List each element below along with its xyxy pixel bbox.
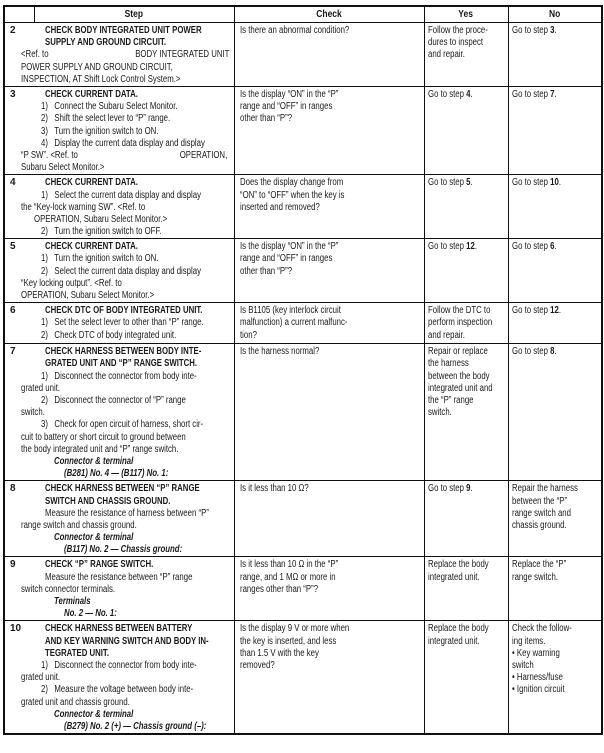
text-line xyxy=(240,572,422,584)
text-line-content: 2) Disconnect the connector of “P” range xyxy=(41,395,186,406)
text-line-content: “ON” to “OFF” when the key is xyxy=(239,189,344,201)
yes-cell xyxy=(424,239,508,303)
text-line-content: grated unit and chassis ground. xyxy=(21,696,130,708)
step-cell xyxy=(4,303,234,344)
text-line xyxy=(5,444,234,456)
text-line xyxy=(512,572,601,584)
text-line-content: 2) Shift the select lever to “P” range. xyxy=(41,113,171,125)
text-line-content: Go to step 12. xyxy=(427,241,477,253)
check-cell xyxy=(234,481,424,557)
text-line-content: Is it less than 10 Ω in the “P” xyxy=(239,559,338,571)
text-line-content: range switch and chassis ground. xyxy=(21,519,137,531)
text-line-content: No. 2 — No. 1: xyxy=(64,608,117,620)
text-line-content: switch. xyxy=(21,407,45,419)
step-cell xyxy=(4,344,234,481)
table-header-row xyxy=(4,6,602,23)
text-line-content: 3) Check for open circuit of harness, short cir- xyxy=(41,419,204,431)
text-line xyxy=(428,37,507,49)
text-line-content: Connector & terminal xyxy=(54,455,134,467)
text-line xyxy=(5,544,234,556)
yes-cell xyxy=(424,557,508,621)
step-number: 2 xyxy=(10,25,16,36)
table-row xyxy=(4,344,602,481)
text-line-content: Repair the harness xyxy=(511,483,578,495)
text-line xyxy=(512,496,601,508)
text-line xyxy=(512,648,601,660)
text-line-content: switch xyxy=(511,660,534,671)
text-line xyxy=(240,330,422,342)
text-line-content: Is the display “ON” in the “P” xyxy=(239,241,338,253)
text-line-content: 1) Set the select lever to other than “P” range. xyxy=(41,317,204,329)
text-line xyxy=(5,278,234,290)
text-line-content: Is it less than 10 Ω? xyxy=(239,483,309,495)
text-line xyxy=(5,559,234,571)
text-line xyxy=(240,202,422,214)
text-line-content: range switch. xyxy=(511,571,558,583)
text-line-content: the key is inserted, and less xyxy=(239,635,336,647)
table-row xyxy=(4,175,602,239)
no-cell xyxy=(508,344,602,481)
text-line xyxy=(512,25,601,37)
text-line xyxy=(512,241,601,253)
text-line-content: removed? xyxy=(239,660,275,671)
text-line xyxy=(240,483,422,495)
text-line xyxy=(512,89,601,101)
text-line-content: Replace the “P” xyxy=(511,559,566,571)
text-line xyxy=(5,25,234,37)
text-line-content: range and “OFF” in ranges xyxy=(239,101,332,113)
column-header-label: Step xyxy=(124,9,144,20)
text-line-content: Go to step 8. xyxy=(511,346,557,358)
text-line-content: inserted and removed? xyxy=(239,201,320,213)
text-line xyxy=(5,636,234,648)
text-line xyxy=(428,89,507,101)
text-line xyxy=(5,190,234,202)
text-line-content: cuit to battery or short circuit to ground between xyxy=(21,431,186,443)
text-line-content: (B117) No. 2 — Chassis ground: xyxy=(64,544,183,556)
text-line-content: CHECK HARNESS BETWEEN “P” RANGE xyxy=(45,483,200,495)
text-line xyxy=(5,138,234,150)
text-line xyxy=(5,395,234,407)
text-line-content: Subaru Select Monitor.> xyxy=(21,162,105,174)
text-line xyxy=(240,266,422,278)
step-cell xyxy=(4,621,234,734)
text-line xyxy=(5,419,234,431)
text-line xyxy=(240,346,422,358)
text-line-content: Go to step 12. xyxy=(511,305,561,317)
check-cell xyxy=(234,303,424,344)
text-line xyxy=(5,162,234,174)
text-line-content: grated unit. xyxy=(21,382,61,394)
text-line-content: Follow the DTC to xyxy=(427,305,490,317)
step-number: 6 xyxy=(10,305,16,317)
text-line-content: Go to step 6. xyxy=(511,241,557,253)
text-line-content: 1) Disconnect the connector from body inte- xyxy=(41,660,197,671)
check-cell xyxy=(234,87,424,175)
text-line-content: grated unit. xyxy=(21,672,61,684)
text-line-content: Go to step 9. xyxy=(427,483,473,495)
text-line-content: SWITCH AND CHASSIS GROUND. xyxy=(45,495,171,507)
text-line xyxy=(512,508,601,520)
text-line-content: 4) Display the current data display and display xyxy=(41,137,205,149)
text-line xyxy=(428,25,507,37)
text-line xyxy=(512,636,601,648)
column-header-label: Yes xyxy=(458,9,474,20)
text-line-content: between the body xyxy=(427,370,490,382)
text-line xyxy=(5,317,234,329)
text-line xyxy=(428,623,507,635)
text-line-content: “P SW”. <Ref. to OPERATION, xyxy=(21,149,228,161)
text-line xyxy=(5,330,234,342)
text-line-content: other than “P”? xyxy=(239,113,292,125)
text-line xyxy=(512,672,601,684)
text-line xyxy=(5,266,234,278)
text-line-content: AND KEY WARNING SWITCH AND BODY IN- xyxy=(45,635,209,647)
text-line xyxy=(512,684,601,696)
text-line-content: CHECK CURRENT DATA. xyxy=(45,241,138,253)
text-line-content: Follow the proce- xyxy=(427,25,488,36)
no-cell xyxy=(508,175,602,239)
check-cell xyxy=(234,621,424,734)
table-row xyxy=(4,303,602,344)
text-line-content: (B279) No. 2 (+) — Chassis ground (–): xyxy=(64,720,207,732)
table-row xyxy=(4,87,602,175)
table-row xyxy=(4,621,602,734)
yes-cell xyxy=(424,344,508,481)
troubleshooting-table xyxy=(3,5,603,735)
text-line-content: than 1.5 V with the key xyxy=(239,647,319,659)
text-line xyxy=(5,253,234,265)
text-line-content: Go to step 7. xyxy=(511,89,557,100)
check-cell xyxy=(234,23,424,87)
text-line xyxy=(428,177,507,189)
text-line-content: • Ignition circuit xyxy=(511,684,565,696)
text-line xyxy=(5,241,234,253)
text-line xyxy=(5,721,234,733)
text-line xyxy=(5,214,234,226)
column-header-check xyxy=(234,6,424,23)
text-line xyxy=(5,202,234,214)
text-line-content: integrated unit. xyxy=(427,571,480,583)
no-cell xyxy=(508,557,602,621)
text-line-content: and repair. xyxy=(427,49,465,61)
column-header-no xyxy=(508,6,602,23)
text-line-content: INSPECTION, AT Shift Lock Control System.> xyxy=(21,73,181,85)
text-line xyxy=(428,330,507,342)
column-header-step xyxy=(34,6,234,23)
text-line xyxy=(240,241,422,253)
step-number: 4 xyxy=(10,177,16,189)
table-row xyxy=(4,23,602,87)
no-cell xyxy=(508,87,602,175)
yes-cell xyxy=(424,87,508,175)
text-line xyxy=(5,126,234,138)
text-line xyxy=(428,317,507,329)
text-line-content: Check the follow- xyxy=(511,623,572,635)
text-line xyxy=(428,483,507,495)
text-line-content: tion? xyxy=(239,329,257,341)
text-line-content: (B281) No. 4 — (B117) No. 1: xyxy=(64,468,169,480)
text-line xyxy=(240,25,422,37)
text-line-content: Is the harness normal? xyxy=(239,346,319,358)
text-line xyxy=(5,74,234,86)
text-line-content: CHECK DTC OF BODY INTEGRATED UNIT. xyxy=(45,305,203,317)
text-line xyxy=(5,49,234,61)
text-line xyxy=(428,559,507,571)
text-line xyxy=(5,648,234,660)
text-line xyxy=(5,623,234,635)
step-cell xyxy=(4,23,234,87)
no-cell xyxy=(508,23,602,87)
text-line-content: Connector & terminal xyxy=(54,708,134,720)
text-line xyxy=(428,241,507,253)
text-line xyxy=(5,608,234,620)
text-line xyxy=(428,371,507,383)
text-line xyxy=(428,407,507,419)
text-line-content: OPERATION, Subaru Select Monitor.> xyxy=(21,290,155,301)
text-line xyxy=(5,672,234,684)
text-line-content: CHECK BODY INTEGRATED UNIT POWER xyxy=(45,25,202,36)
no-cell xyxy=(508,621,602,734)
text-line-content: the “Key-lock warning SW”. <Ref. to xyxy=(21,201,146,213)
text-line-content: range and “OFF” in ranges xyxy=(239,253,332,265)
text-line-content: Replace the body xyxy=(427,623,489,635)
text-line-content: CHECK HARNESS BETWEEN BATTERY xyxy=(45,623,193,635)
table-body xyxy=(4,23,602,735)
text-line xyxy=(5,584,234,596)
yes-cell xyxy=(424,303,508,344)
text-line xyxy=(5,520,234,532)
text-line-content: Go to step 10. xyxy=(511,177,561,189)
text-line-content: 2) Select the current data display and display xyxy=(41,265,201,277)
text-line xyxy=(5,358,234,370)
text-line xyxy=(5,684,234,696)
text-line-content: Replace the body xyxy=(427,559,489,571)
text-line-content: SUPPLY AND GROUND CIRCUIT. xyxy=(45,37,167,49)
text-line xyxy=(512,520,601,532)
table-row xyxy=(4,557,602,621)
text-line xyxy=(5,697,234,709)
column-header-yes xyxy=(424,6,508,23)
text-line xyxy=(240,89,422,101)
check-cell xyxy=(234,557,424,621)
text-line-content: POWER SUPPLY AND GROUND CIRCUIT, xyxy=(21,61,173,73)
text-line xyxy=(428,572,507,584)
text-line-content: “Key locking output”. <Ref. to xyxy=(21,277,122,289)
yes-cell xyxy=(424,175,508,239)
text-line xyxy=(512,305,601,317)
text-line-content: the harness xyxy=(427,358,469,370)
text-line xyxy=(5,496,234,508)
text-line-content: • Harness/fuse xyxy=(511,672,563,684)
text-line xyxy=(5,468,234,480)
text-line xyxy=(428,346,507,358)
text-line xyxy=(512,346,601,358)
text-line-content: • Key warning xyxy=(511,647,560,659)
text-line xyxy=(240,177,422,189)
text-line xyxy=(5,62,234,74)
text-line-content: the body integrated unit and “P” range switch. xyxy=(21,443,179,455)
step-cell xyxy=(4,557,234,621)
text-line-content: dures to inspect xyxy=(427,37,483,49)
text-line xyxy=(240,101,422,113)
text-line-content: switch connector terminals. xyxy=(21,583,116,595)
check-cell xyxy=(234,239,424,303)
text-line xyxy=(512,483,601,495)
text-line-content: ranges other than “P”? xyxy=(239,583,318,595)
step-cell xyxy=(4,481,234,557)
yes-cell xyxy=(424,621,508,734)
table-row xyxy=(4,239,602,303)
no-cell xyxy=(508,239,602,303)
text-line xyxy=(428,383,507,395)
text-line xyxy=(512,623,601,635)
text-line xyxy=(240,113,422,125)
check-cell xyxy=(234,175,424,239)
text-line xyxy=(240,317,422,329)
text-line xyxy=(5,113,234,125)
step-cell xyxy=(4,239,234,303)
step-number: 10 xyxy=(10,623,22,635)
text-line-content: Go to step 5. xyxy=(427,177,473,189)
text-line xyxy=(5,532,234,544)
text-line xyxy=(240,648,422,660)
text-line xyxy=(5,483,234,495)
text-line-content: Is the display 9 V or more when xyxy=(239,623,349,635)
text-line-content: Go to step 4. xyxy=(427,89,473,100)
text-line-content: the “P” range xyxy=(427,395,474,406)
no-cell xyxy=(508,303,602,344)
text-line xyxy=(5,383,234,395)
text-line-content: 1) Connect the Subaru Select Monitor. xyxy=(41,101,178,113)
text-line xyxy=(5,150,234,162)
text-line-content: 2) Measure the voltage between body inte- xyxy=(41,684,194,696)
text-line-content: between the “P” xyxy=(511,495,567,507)
text-line xyxy=(240,253,422,265)
text-line xyxy=(5,709,234,721)
text-line xyxy=(5,226,234,238)
text-line-content: perform inspection xyxy=(427,317,492,329)
step-cell xyxy=(4,87,234,175)
text-line-content: Repair or replace xyxy=(427,346,488,358)
text-line xyxy=(5,346,234,358)
text-line-content: malfunction) a current malfunc- xyxy=(239,317,348,329)
step-number: 3 xyxy=(10,89,16,100)
text-line xyxy=(5,456,234,468)
column-header-blank xyxy=(4,6,34,23)
text-line-content: Is there an abnormal condition? xyxy=(239,25,349,36)
text-line xyxy=(240,636,422,648)
yes-cell xyxy=(424,23,508,87)
text-line-content: integrated unit. xyxy=(427,635,480,647)
text-line xyxy=(5,660,234,672)
step-number: 5 xyxy=(10,241,16,253)
text-line xyxy=(428,636,507,648)
text-line xyxy=(512,660,601,672)
text-line-content: Measure the resistance of harness between “P” xyxy=(45,507,209,519)
text-line xyxy=(5,572,234,584)
text-line-content: Is B1105 (key interlock circuit xyxy=(239,305,341,317)
text-line xyxy=(240,584,422,596)
text-line-content: CHECK “P” RANGE SWITCH. xyxy=(45,559,154,571)
step-number: 8 xyxy=(10,483,16,495)
text-line xyxy=(5,407,234,419)
text-line xyxy=(5,305,234,317)
text-line-content: Is the display “ON” in the “P” xyxy=(239,89,338,100)
column-header-label: No xyxy=(549,9,561,20)
text-line-content: CHECK HARNESS BETWEEN BODY INTE- xyxy=(45,346,202,358)
text-line-content: Connector & terminal xyxy=(54,532,134,544)
text-line xyxy=(512,559,601,571)
text-line xyxy=(428,305,507,317)
text-line xyxy=(5,89,234,101)
text-line-content: Terminals xyxy=(54,596,91,607)
text-line xyxy=(5,596,234,608)
text-line-content: 2) Check DTC of body integrated unit. xyxy=(41,329,177,341)
text-line xyxy=(428,358,507,370)
text-line-content: 1) Turn the ignition switch to ON. xyxy=(41,253,159,265)
text-line-content: GRATED UNIT AND “P” RANGE SWITCH. xyxy=(45,358,198,370)
text-line-content: Go to step 3. xyxy=(511,25,557,36)
check-cell xyxy=(234,344,424,481)
table-row xyxy=(4,481,602,557)
step-number: 7 xyxy=(10,346,16,358)
text-line-content: switch. xyxy=(427,407,452,419)
text-line xyxy=(5,101,234,113)
text-line-content: integrated unit and xyxy=(427,382,493,394)
text-line-content: Does the display change from xyxy=(239,177,343,189)
text-line xyxy=(240,660,422,672)
text-line-content: 2) Turn the ignition switch to OFF. xyxy=(41,226,162,238)
text-line xyxy=(428,49,507,61)
text-line-content: chassis ground. xyxy=(511,519,567,531)
text-line xyxy=(5,290,234,302)
text-line-content: ing items. xyxy=(511,635,545,647)
text-line xyxy=(240,559,422,571)
text-line-content: 1) Select the current data display and display xyxy=(41,189,201,201)
column-header-label: Check xyxy=(316,9,342,20)
text-line-content: 1) Disconnect the connector from body inte- xyxy=(41,370,197,382)
text-line xyxy=(5,371,234,383)
text-line xyxy=(240,623,422,635)
no-cell xyxy=(508,481,602,557)
text-line-content: range, and 1 MΩ or more in xyxy=(239,571,336,583)
text-line xyxy=(512,177,601,189)
text-line-content: 3) Turn the ignition switch to ON. xyxy=(41,125,159,137)
text-line-content: other than “P”? xyxy=(239,265,292,277)
text-line-content: CHECK CURRENT DATA. xyxy=(45,177,138,189)
step-number: 9 xyxy=(10,559,16,571)
yes-cell xyxy=(424,481,508,557)
text-line xyxy=(5,37,234,49)
text-line-content: OPERATION, Subaru Select Monitor.> xyxy=(34,213,168,225)
text-line xyxy=(240,305,422,317)
text-line-content: <Ref. to BODY INTEGRATED UNIT xyxy=(21,49,230,61)
text-line xyxy=(240,190,422,202)
text-line xyxy=(5,508,234,520)
text-line xyxy=(5,177,234,189)
text-line-content: TEGRATED UNIT. xyxy=(45,647,109,659)
text-line-content: CHECK CURRENT DATA. xyxy=(45,89,138,100)
text-line xyxy=(5,432,234,444)
text-line-content: range switch and xyxy=(511,507,571,519)
text-line-content: and repair. xyxy=(427,329,465,341)
text-line-content: Measure the resistance between “P” range xyxy=(45,571,193,583)
step-cell xyxy=(4,175,234,239)
text-line xyxy=(428,395,507,407)
